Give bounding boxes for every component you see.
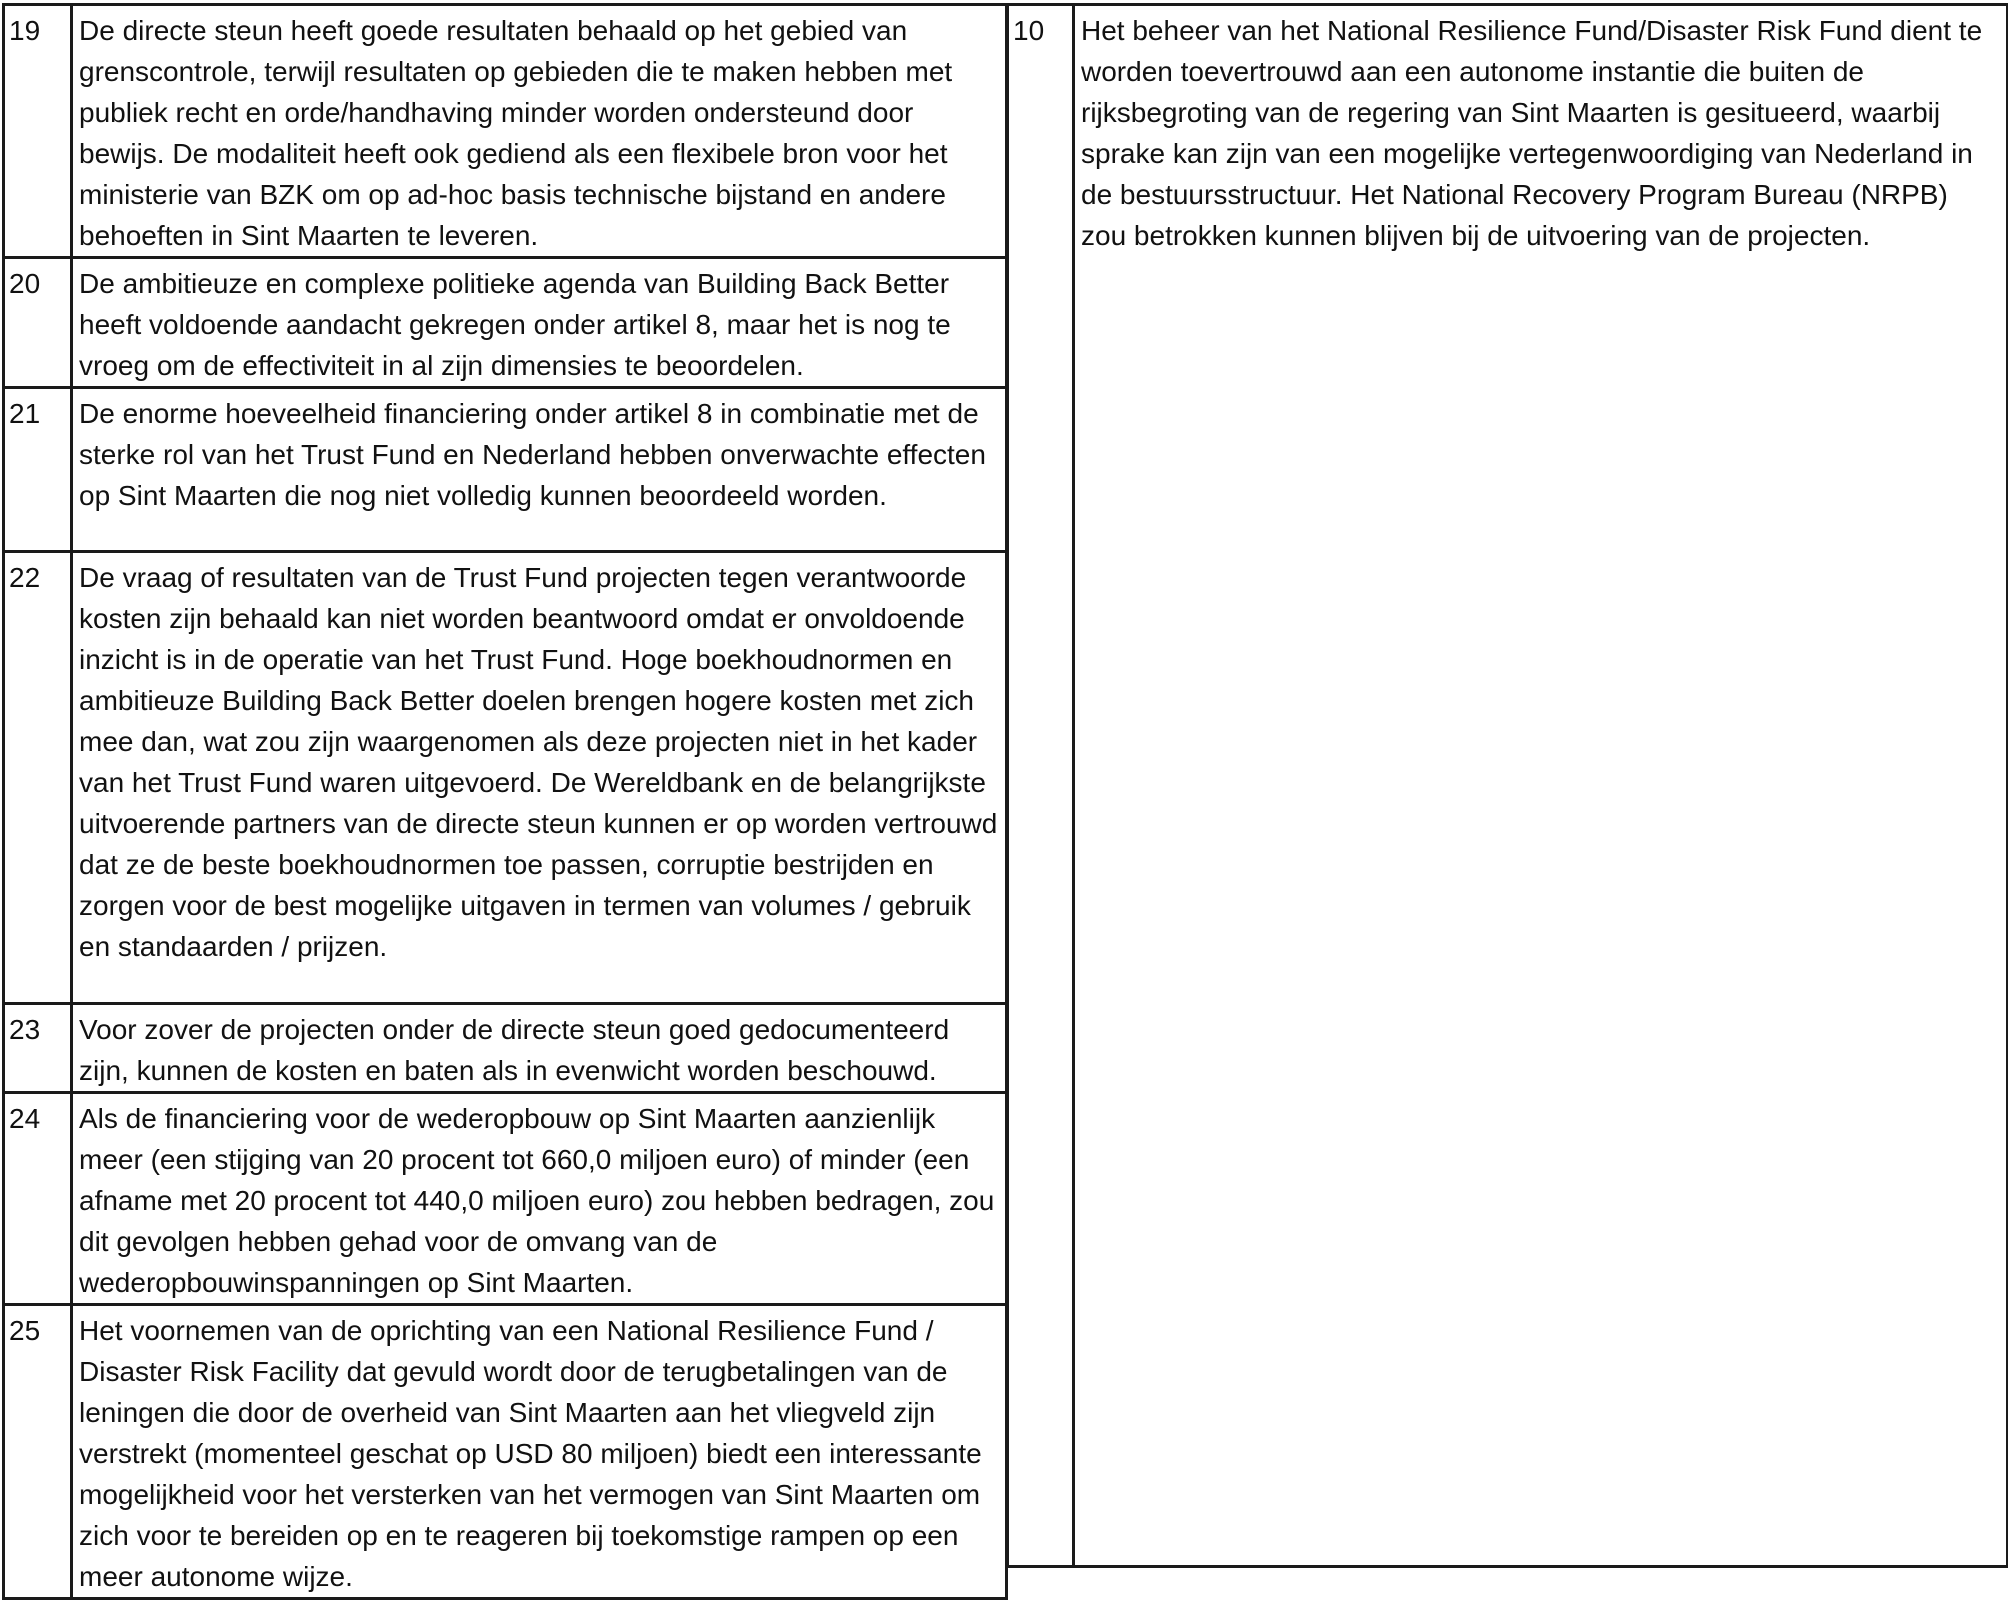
table-row <box>4 552 1007 1004</box>
table-row <box>4 388 1007 552</box>
row-number: 25 <box>4 1305 72 1599</box>
row-number: 24 <box>4 1093 72 1305</box>
row-text: De enorme hoeveelheid financiering onder artikel 8 in combinatie met de sterke rol van het Trust Fund en Nederland hebben onverwachte effecten op Sint Maarten die nog niet volledig kunnen beoordeeld worden. <box>72 388 1007 552</box>
row-number: 21 <box>4 388 72 552</box>
table-row <box>4 1004 1007 1093</box>
row-number: 19 <box>4 5 72 258</box>
recommendations-table <box>1006 3 2008 1568</box>
table-row <box>1008 5 2008 1567</box>
table-row <box>4 258 1007 388</box>
row-text: De ambitieuze en complexe politieke agenda van Building Back Better heeft voldoende aandacht gekregen onder artikel 8, maar het is nog te vroeg om de effectiviteit in al zijn dimensies te beoordelen. <box>72 258 1007 388</box>
row-text: Het voornemen van de oprichting van een National Resilience Fund / Disaster Risk Facility dat gevuld wordt door de terugbetalingen van de leningen die door de overheid van Sint Maarten aan het vliegveld zijn verstrekt (momenteel geschat op USD 80 miljoen) biedt een interessante mogelijkheid voor het versterken van het vermogen van Sint Maarten om zich voor te bereiden op en te reageren bij toekomstige rampen op een meer autonome wijze. <box>72 1305 1007 1599</box>
row-number: 22 <box>4 552 72 1004</box>
row-text: Voor zover de projecten onder de directe steun goed gedocumenteerd zijn, kunnen de kosten en baten als in evenwicht worden beschouwd. <box>72 1004 1007 1093</box>
row-text: De directe steun heeft goede resultaten behaald op het gebied van grenscontrole, terwijl resultaten op gebieden die te maken hebben met publiek recht en orde/handhaving minder worden ondersteund door bewijs. De modaliteit heeft ook gediend als een flexibele bron voor het ministerie van BZK om op ad-hoc basis technische bijstand en andere behoeften in Sint Maarten te leveren. <box>72 5 1007 258</box>
table-row <box>4 5 1007 258</box>
row-number: 10 <box>1008 5 1074 1567</box>
row-text: Als de financiering voor de wederopbouw op Sint Maarten aanzienlijk meer (een stijging van 20 procent tot 660,0 miljoen euro) of minder (een afname met 20 procent tot 440,0 miljoen euro) zou hebben bedragen, zou dit gevolgen hebben gehad voor de omvang van de wederopbouwinspanningen op Sint Maarten. <box>72 1093 1007 1305</box>
row-text: Het beheer van het National Resilience Fund/Disaster Risk Fund dient te worden toevertrouwd aan een autonome instantie die buiten de rijksbegroting van de regering van Sint Maarten is gesitueerd, waarbij sprake kan zijn van een mogelijke vertegenwoordiging van Nederland in de bestuursstructuur. Het National Recovery Program Bureau (NRPB) zou betrokken kunnen blijven bij de uitvoering van de projecten. <box>1074 5 2008 1567</box>
table-row <box>4 1093 1007 1305</box>
row-number: 20 <box>4 258 72 388</box>
row-number: 23 <box>4 1004 72 1093</box>
conclusions-table <box>2 3 1008 1600</box>
row-text: De vraag of resultaten van de Trust Fund projecten tegen verantwoorde kosten zijn behaald kan niet worden beantwoord omdat er onvoldoende inzicht is in de operatie van het Trust Fund. Hoge boekhoudnormen en ambitieuze Building Back Better doelen brengen hogere kosten met zich mee dan, wat zou zijn waargenomen als deze projecten niet in het kader van het Trust Fund waren uitgevoerd. De Wereldbank en de belangrijkste uitvoerende partners van de directe steun kunnen er op worden vertrouwd dat ze de beste boekhoudnormen toe passen, corruptie bestrijden en zorgen voor de best mogelijke uitgaven in termen van volumes / gebruik en standaarden / prijzen. <box>72 552 1007 1004</box>
table-row <box>4 1305 1007 1599</box>
